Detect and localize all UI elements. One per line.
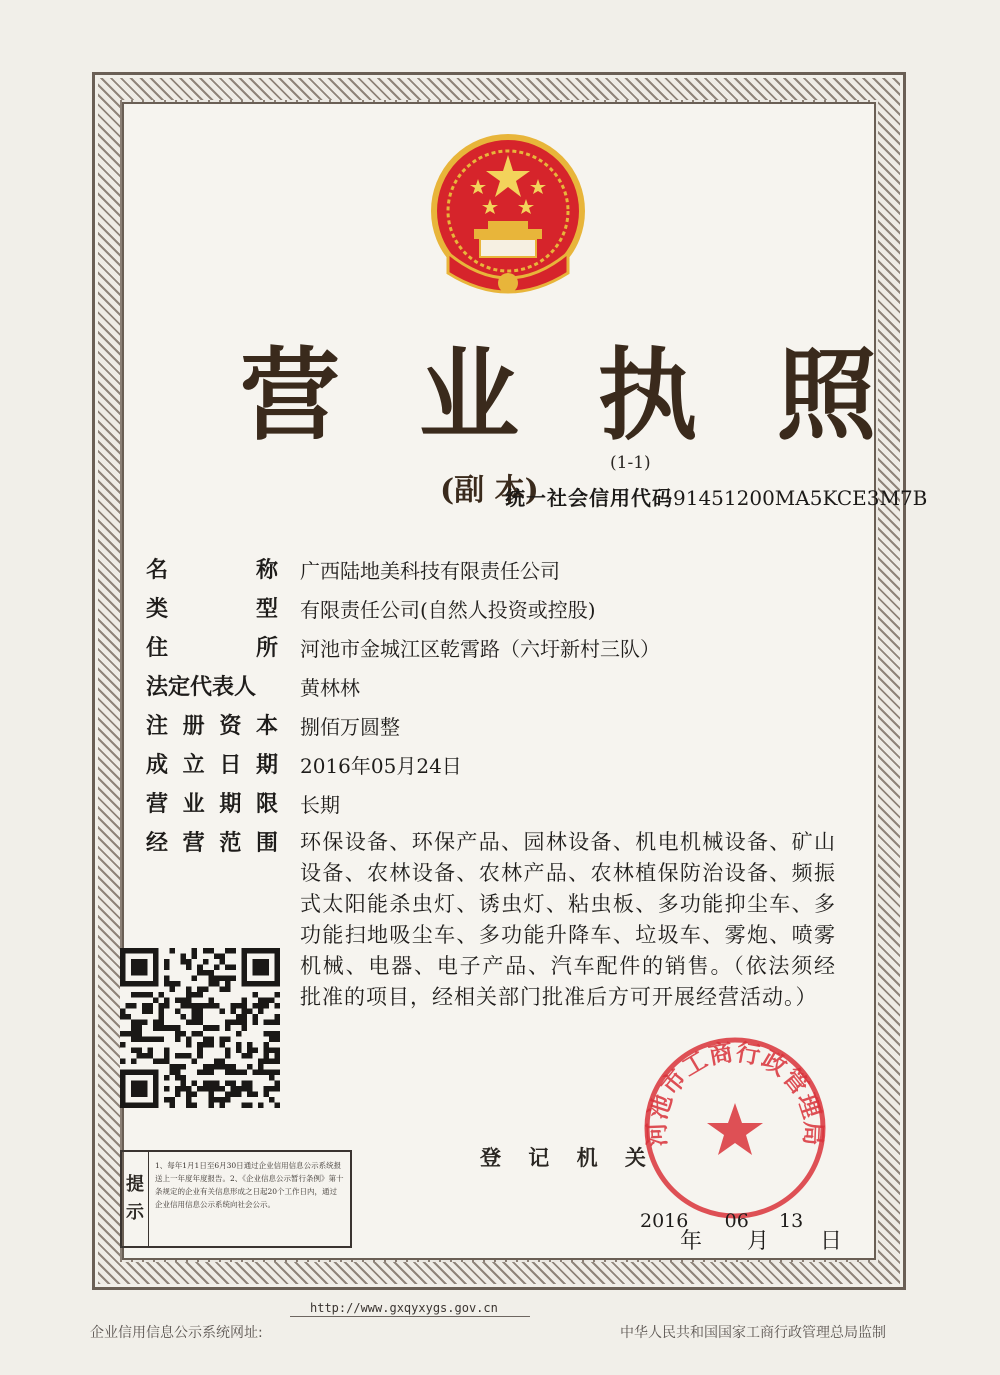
credit-code-label: 统一社会信用代码 <box>505 486 673 510</box>
notice-tag-char: 提 <box>126 1174 144 1195</box>
label-char: 资 <box>219 714 242 739</box>
field-representative-value: 黄林林 <box>300 676 360 700</box>
label-char: 注 <box>146 714 169 739</box>
label-char: 期 <box>255 753 278 778</box>
svg-text:河池市工商行政管理局: 河池市工商行政管理局 <box>642 1037 828 1147</box>
notice-box <box>120 1150 352 1248</box>
label-char: 范 <box>219 831 242 856</box>
issue-day: 13 <box>779 1210 804 1232</box>
field-row <box>146 671 836 710</box>
national-emblem-icon <box>428 133 588 311</box>
issue-year: 2016 <box>640 1210 689 1232</box>
field-label <box>146 593 278 632</box>
credit-code <box>505 482 927 511</box>
label-char: 限 <box>255 792 278 817</box>
label-char: 册 <box>182 714 205 739</box>
label-char: 营 <box>182 831 205 856</box>
registration-authority-label: 登 记 机 关 <box>480 1146 656 1170</box>
month-char: 月 <box>747 1229 770 1254</box>
label-text: 法定代表人 <box>146 675 257 700</box>
field-label <box>146 710 278 749</box>
field-row <box>146 788 836 827</box>
qr-code[interactable] <box>120 948 280 1108</box>
day-char: 日 <box>820 1229 843 1254</box>
notice-text: 1、每年1月1日至6月30日通过企业信用信息公示系统报送上一年度年度报告。2、《企业信息公示暂行条例》第十条规定的企业有关信息形成之日起20个工作日内，通过企业信用信息公示系统向社会公示。 <box>155 1161 344 1209</box>
field-row <box>146 632 836 671</box>
official-seal-icon <box>640 1033 830 1223</box>
document-title: 营 业 执 照 <box>240 336 899 454</box>
footer-right-text: 中华人民共和国国家工商行政管理总局监制 <box>620 1325 886 1341</box>
url-underline <box>290 1316 530 1317</box>
label-char: 住 <box>146 636 169 661</box>
business-scope-value: 环保设备、环保产品、园林设备、机电机械设备、矿山设备、农林设备、农林产品、农林植保防治设备、频振式太阳能杀虫灯、诱虫灯、粘虫板、多功能抑尘车、多功能扫地吸尘车、多功能升降车、垃圾车、雾炮、喷雾机械、电器、电子产品、汽车配件的销售。（依法须经批准的项目，经相关部门批准后方可开展经营活动。） <box>300 830 836 1009</box>
label-char: 所 <box>255 636 278 661</box>
year-char: 年 <box>680 1229 703 1254</box>
label-char: 类 <box>146 597 169 622</box>
field-label <box>146 671 278 710</box>
field-type-value: 有限责任公司(自然人投资或控股) <box>300 598 596 622</box>
field-label <box>146 788 278 827</box>
field-row <box>146 749 836 788</box>
issue-date-numbers <box>640 1210 803 1232</box>
field-label <box>146 632 278 671</box>
field-term-value: 长期 <box>300 793 340 817</box>
label-char: 称 <box>255 558 278 583</box>
copy-number: (1-1) <box>610 453 651 473</box>
license-fields <box>146 554 836 1013</box>
label-char: 日 <box>219 753 242 778</box>
label-char: 营 <box>146 792 169 817</box>
label-char: 本 <box>255 714 278 739</box>
label-char: 期 <box>219 792 242 817</box>
label-char: 型 <box>255 597 278 622</box>
footer-url[interactable]: http://www.gxqyxygs.gov.cn <box>310 1301 498 1315</box>
field-date-value: 2016年05月24日 <box>300 754 462 778</box>
label-char: 名 <box>146 558 169 583</box>
field-capital-value: 捌佰万圆整 <box>300 715 400 739</box>
field-row <box>146 554 836 593</box>
label-char: 业 <box>182 792 205 817</box>
field-row <box>146 593 836 632</box>
issue-month: 06 <box>724 1210 749 1232</box>
field-label <box>146 749 278 788</box>
field-row <box>146 710 836 749</box>
label-char: 立 <box>182 753 205 778</box>
credit-code-value: 91451200MA5KCE3M7B <box>673 486 928 510</box>
field-label <box>146 554 278 593</box>
copy-label: (副 本) <box>440 473 539 508</box>
label-char: 经 <box>146 831 169 856</box>
field-address-value: 河池市金城江区乾霄路（六圩新村三队） <box>300 637 660 661</box>
label-char: 成 <box>146 753 169 778</box>
footer-left-text: 企业信用信息公示系统网址: <box>90 1325 263 1341</box>
notice-tag-char: 示 <box>126 1202 144 1223</box>
field-name-value: 广西陆地美科技有限责任公司 <box>300 559 560 583</box>
label-char: 围 <box>255 831 278 856</box>
notice-tag <box>122 1152 149 1246</box>
